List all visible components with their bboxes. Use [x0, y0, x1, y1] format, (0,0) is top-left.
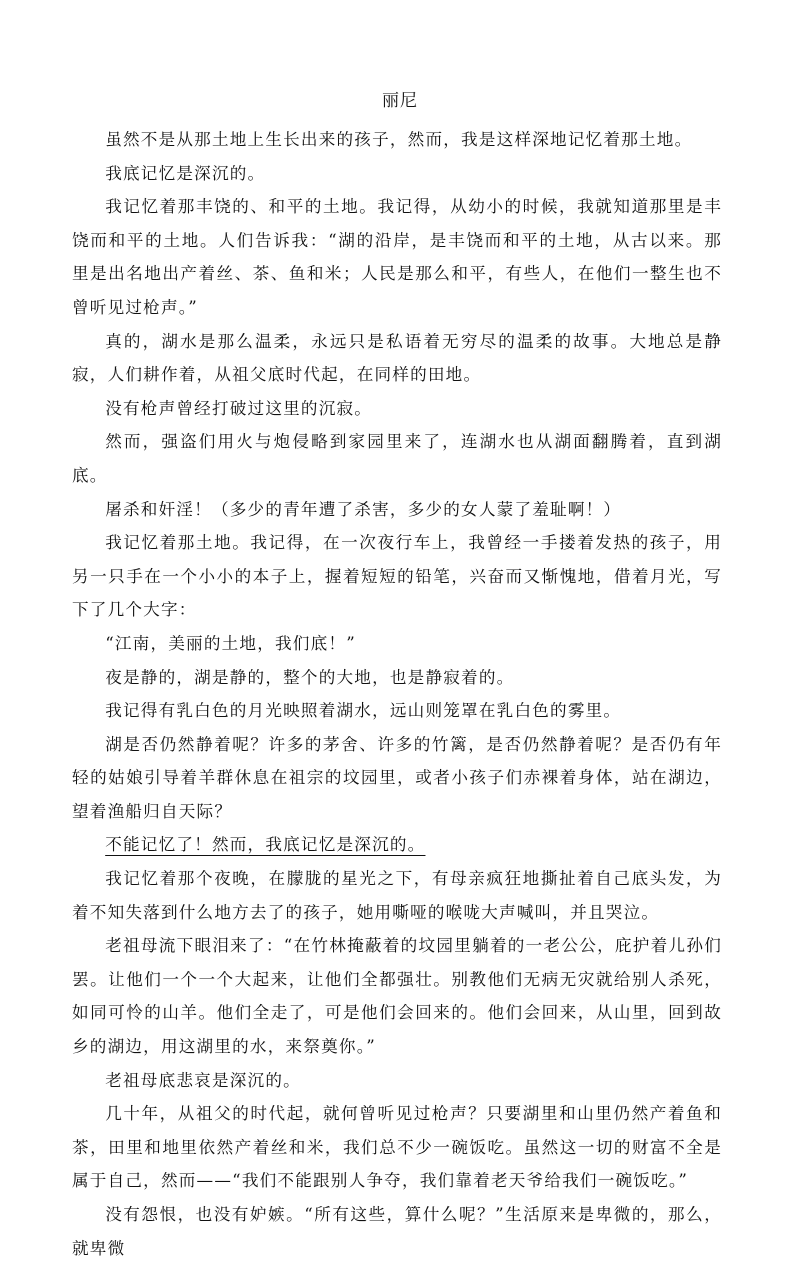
paragraph-12: 湖是否仍然静着呢？许多的茅舍、许多的竹篱，是否仍然静着呢？是否仍有年轻的姑娘引导着羊群休息在祖宗的坟园里，或者小孩子们赤裸着身体，站在湖边，望着渔船归自天际？: [72, 734, 722, 821]
paragraph-9: “江南，美丽的土地，我们底！”: [105, 633, 356, 653]
paragraph-16: 老祖母底悲哀是深沉的。: [105, 1070, 301, 1090]
paragraph-14: 我记忆着那个夜晚，在朦胧的星光之下，有母亲疯狂地撕扯着自己底头发，为着不知失落到什么地方去了的孩子，她用嘶哑的喉咙大声喊叫，并且哭泣。: [72, 869, 722, 922]
paragraph-2: 我底记忆是深沉的。: [105, 163, 266, 183]
paragraph-15: 老祖母流下眼泪来了：“在竹林掩蔽着的坟园里躺着的一老公公，庇护着儿孙们罢。让他们一个一个大起来，让他们全都强壮。别教他们无病无灾就给别人杀死，如同可怜的山羊。他们全走了，可是他们会回来的。他们会回来，从山里，回到故乡的湖边，用这湖里的水，来祭奠你。”: [72, 936, 722, 1057]
paragraph-18: 没有怨恨，也没有妒嫉。“所有这些，算什么呢？”生活原来是卑微的，那么，就卑微: [72, 1205, 722, 1258]
paragraph-5: 没有枪声曾经打破过这里的沉寂。: [105, 398, 373, 418]
paragraph-10: 夜是静的，湖是静的，整个的大地，也是静寂着的。: [105, 667, 515, 687]
document-title: 丽尼: [382, 91, 418, 111]
document-body: [72, 123, 722, 1265]
paragraph-6: 然而，强盗们用火与炮侵略到家园里来了，连湖水也从湖面翻腾着，直到湖底。: [72, 432, 722, 485]
underlined-sentence: 不能记忆了！然而，我底记忆是深沉的。: [105, 835, 426, 855]
paragraph-11: 我记得有乳白色的月光映照着湖水，远山则笼罩在乳白色的雾里。: [105, 701, 622, 721]
paragraph-13-underlined: [72, 828, 722, 862]
paragraph-8: 我记忆着那土地。我记得，在一次夜行车上，我曾经一手搂着发热的孩子，用另一只手在一个小小的本子上，握着短短的铅笔，兴奋而又惭愧地，借着月光，写下了几个大字：: [72, 533, 722, 620]
paragraph-4: 真的，湖水是那么温柔，永远只是私语着无穷尽的温柔的故事。大地总是静寂，人们耕作着，从祖父底时代起，在同样的田地。: [72, 331, 722, 385]
paragraph-3: 我记忆着那丰饶的、和平的土地。我记得，从幼小的时候，我就知道那里是丰饶而和平的土地。人们告诉我：“湖的沿岸，是丰饶而和平的土地，从古以来。那里是出名地出产着丝、茶、鱼和米；人民是那么和平，有些人，在他们一整生也不曾听见过枪声。”: [72, 197, 722, 317]
paragraph-7: 屠杀和奸淫！（多少的青年遭了杀害，多少的女人蒙了羞耻啊！）: [105, 499, 622, 519]
paragraph-17: 几十年，从祖父的时代起，就何曾听见过枪声？只要湖里和山里仍然产着鱼和茶，田里和地里依然产着丝和米，我们总不少一碗饭吃。虽然这一切的财富不全是属于自己，然而——“我们不能跟别人争夺，我们靠着老天爷给我们一碗饭吃。”: [72, 1104, 722, 1191]
paragraph-1: 虽然不是从那土地上生长出来的孩子，然而，我是这样深地记忆着那土地。: [105, 130, 693, 149]
